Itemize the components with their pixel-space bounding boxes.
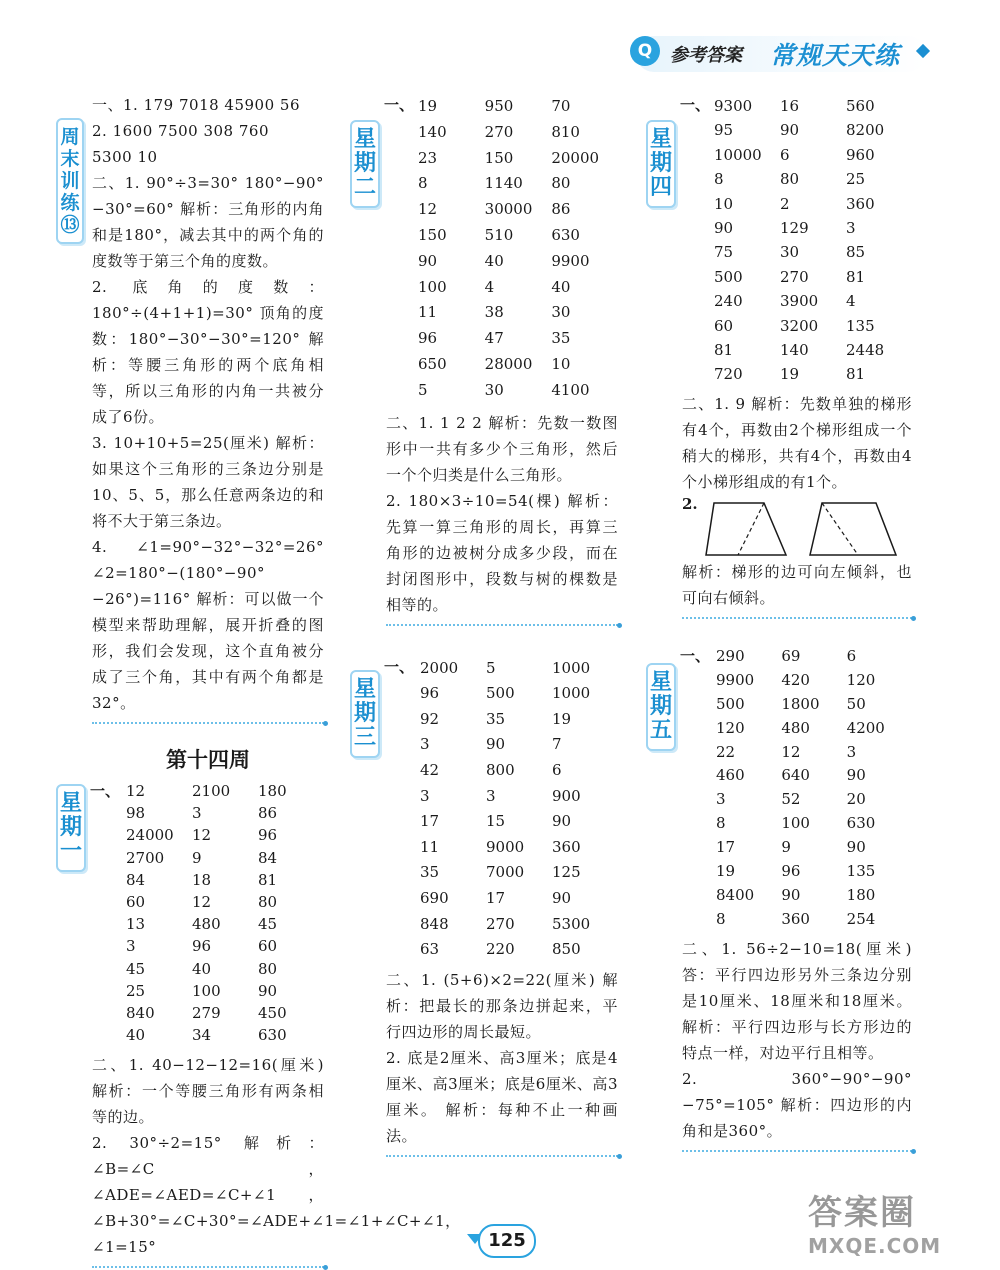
grid-cell: 2 (780, 194, 790, 213)
grid-cell: 450 (258, 1004, 287, 1023)
grid-cell: 6 (552, 760, 562, 779)
grid-cell: 12 (418, 200, 438, 219)
grid-cell: 279 (192, 1004, 221, 1023)
friday-answer-2: 2. 360°−90°−90°−75°=105° 解析：四边形的内角和是360°。 (682, 1069, 912, 1140)
grid-cell: 690 (420, 888, 449, 907)
grid-cell: 42 (420, 760, 440, 779)
wednesday-lead: 一、 (384, 657, 415, 676)
wednesday-answer-2: 2. 底是2厘米、高3厘米；底是4厘米、高3厘米；底是6厘米、高3厘米。 解析：每种不止一种画法。 (386, 1048, 618, 1145)
grid-cell: 18 (192, 870, 212, 889)
weekend-line-1: 一、1. 179 7018 45900 56 (92, 96, 300, 114)
weekend-line-3: 5300 10 (92, 148, 158, 166)
grid-cell: 650 (418, 354, 447, 373)
grid-cell: 480 (192, 915, 221, 934)
grid-cell: 25 (846, 170, 866, 189)
watermark-bottom: MXQE.COM (808, 1234, 942, 1258)
monday-lead: 一、 (90, 782, 121, 800)
grid-cell: 510 (484, 225, 514, 244)
grid-cell: 86 (551, 200, 571, 219)
grid-cell: 20 (846, 790, 866, 809)
grid-cell: 40 (551, 277, 571, 296)
grid-cell: 150 (418, 225, 447, 244)
grid-cell: 16 (780, 97, 800, 115)
grid-cell: 30 (551, 303, 571, 322)
grid-cell: 90 (846, 838, 866, 857)
grid-cell: 3 (846, 219, 856, 238)
page-number: 125 (478, 1224, 536, 1258)
grid-cell: 850 (552, 940, 581, 959)
weekend-line-2: 2. 1600 7500 308 760 (92, 122, 269, 140)
grid-cell: 8 (714, 170, 724, 189)
grid-cell: 80 (551, 174, 571, 193)
friday-answer-1: 二、1. 56÷2−10=18(厘米) 答：平行四边形另外三条边分别是10厘米、18厘米和18厘米。 解析：平行四边形与长方形边的特点一样，对边平行且相等。 (682, 939, 912, 1062)
grid-cell: 12 (126, 782, 146, 800)
thursday-grid (682, 92, 912, 387)
friday-grid (682, 643, 912, 932)
grid-cell: 35 (420, 863, 440, 882)
grid-cell: 80 (780, 170, 800, 189)
grid-cell: 45 (258, 915, 278, 934)
grid-cell: 47 (484, 329, 504, 348)
grid-cell: 4100 (551, 380, 590, 399)
grid-cell: 60 (126, 893, 146, 912)
grid-cell: 360 (552, 837, 581, 856)
grid-cell: 140 (418, 122, 447, 141)
grid-cell: 90 (714, 219, 734, 238)
grid-cell: 8 (716, 814, 726, 833)
grid-cell: 60 (714, 316, 734, 335)
grid-cell: 1000 (552, 658, 591, 677)
grid-cell: 52 (781, 790, 801, 809)
grid-cell: 480 (781, 718, 810, 737)
grid-cell: 2100 (192, 782, 231, 800)
grid-cell: 270 (484, 122, 514, 141)
grid-cell: 2000 (420, 658, 459, 677)
grid-cell: 95 (714, 121, 734, 140)
grid-cell: 12 (781, 742, 801, 761)
trapezoid-left-icon (704, 501, 790, 557)
grid-cell: 5300 (552, 914, 591, 933)
grid-cell: 120 (846, 670, 876, 689)
grid-cell: 9000 (486, 837, 525, 856)
grid-cell: 30 (780, 243, 800, 262)
grid-cell: 81 (258, 870, 278, 889)
tuesday-answer-1: 二、1. 1 2 2 解析：先数一数图形中一共有多少个三角形，然后一个个归类是什么三角形。 (386, 413, 618, 484)
grid-cell: 35 (486, 709, 506, 728)
thursday-lead: 一、 (680, 96, 711, 114)
grid-cell: 35 (551, 329, 571, 348)
tuesday-grid (386, 92, 618, 404)
tuesday-section (353, 92, 618, 626)
grid-cell: 96 (418, 329, 438, 348)
trapezoid-right-icon (808, 501, 898, 557)
monday-grid (92, 780, 324, 1046)
grid-cell: 34 (192, 1026, 212, 1045)
grid-cell: 360 (846, 194, 875, 213)
grid-cell: 500 (486, 684, 515, 703)
grid-cell: 8200 (846, 121, 885, 140)
grid-cell: 3200 (780, 316, 819, 335)
grid-cell: 90 (781, 885, 801, 904)
grid-cell: 24000 (126, 826, 174, 845)
grid-cell: 180 (258, 782, 287, 800)
grid-cell: 20000 (551, 148, 600, 167)
grid-cell: 9900 (716, 670, 755, 689)
watermark-logo (808, 1185, 988, 1257)
grid-cell: 460 (716, 766, 745, 785)
weekend-section (60, 92, 324, 724)
grid-cell: 90 (552, 888, 572, 907)
grid-cell: 290 (716, 646, 745, 665)
grid-cell: 8 (716, 909, 726, 928)
grid-cell: 90 (486, 735, 506, 754)
wednesday-section (353, 650, 618, 1157)
grid-cell: 81 (714, 341, 734, 360)
grid-cell: 420 (781, 670, 810, 689)
grid-cell: 4 (484, 277, 495, 296)
grid-cell: 125 (552, 863, 581, 882)
grid-cell: 15 (486, 812, 506, 831)
grid-cell: 30 (484, 380, 504, 399)
monday-tab: 星期一 (56, 784, 86, 872)
grid-cell: 129 (780, 219, 809, 238)
wednesday-answer-1: 二、1. (5+6)×2=22(厘米) 解析：把最长的那条边拼起来，平行四边形的周长最短。 (386, 970, 618, 1041)
thursday-section (649, 92, 912, 619)
header-answer-title: 参考答案 (670, 45, 742, 66)
grid-cell: 11 (420, 837, 440, 856)
grid-cell: 3 (486, 786, 496, 805)
grid-cell: 10 (551, 354, 571, 373)
grid-cell: 96 (781, 862, 801, 881)
grid-cell: 12 (192, 826, 212, 845)
watermark-top: 答案圈 (808, 1193, 916, 1233)
grid-cell: 5 (486, 658, 496, 677)
grid-cell: 848 (420, 914, 449, 933)
grid-cell: 3 (192, 804, 202, 823)
grid-cell: 5 (418, 380, 428, 399)
grid-cell: 4200 (846, 718, 885, 737)
grid-cell: 630 (258, 1026, 287, 1045)
grid-cell: 2700 (126, 848, 165, 867)
grid-cell: 9900 (551, 251, 590, 270)
weekend-answer-3: 3. 10+10+5=25(厘米) 解析：如果这个三角形的三条边分别是10、5、5，那么任意两条边的和将不大于第三条边。 (92, 434, 324, 530)
q-logo-icon: Q (630, 36, 660, 66)
grid-cell: 90 (780, 121, 800, 140)
grid-cell: 81 (846, 365, 866, 384)
grid-cell: 560 (846, 97, 875, 115)
figure-label: 2. (682, 494, 698, 513)
grid-cell: 3 (716, 790, 726, 809)
grid-cell: 69 (781, 646, 801, 665)
friday-lead: 一、 (680, 646, 711, 665)
column-right (649, 92, 912, 1152)
grid-cell: 3900 (780, 292, 819, 311)
grid-cell: 11 (418, 303, 438, 322)
grid-cell: 960 (846, 145, 875, 164)
weekend-tab: 周末训练⑬ (56, 118, 84, 244)
grid-cell: 800 (486, 760, 515, 779)
grid-cell: 1800 (781, 694, 820, 713)
grid-cell: 720 (714, 365, 743, 384)
grid-cell: 90 (258, 981, 278, 1000)
tuesday-answer-2: 2. 180×3÷10=54(棵) 解析：先算一算三角形的周长，再算三角形的边被树分成多少段，而在封闭图形中，段数与树的棵数是相等的。 (386, 491, 618, 614)
grid-cell: 840 (126, 1004, 155, 1023)
grid-cell: 96 (420, 684, 440, 703)
grid-cell: 17 (420, 812, 440, 831)
grid-cell: 900 (552, 786, 581, 805)
grid-cell: 3 (126, 937, 136, 956)
grid-cell: 19 (552, 709, 572, 728)
grid-cell: 85 (846, 243, 866, 262)
grid-cell: 500 (716, 694, 745, 713)
grid-cell: 1140 (484, 174, 523, 193)
grid-cell: 92 (420, 709, 440, 728)
grid-cell: 90 (418, 251, 438, 270)
grid-cell: 90 (552, 812, 572, 831)
grid-cell: 84 (126, 870, 146, 889)
grid-cell: 22 (716, 742, 736, 761)
grid-cell: 270 (486, 914, 515, 933)
grid-cell: 100 (781, 814, 810, 833)
grid-cell: 3 (846, 742, 857, 761)
wednesday-tab: 星期三 (350, 670, 380, 758)
grid-cell: 220 (486, 940, 515, 959)
grid-cell: 100 (418, 277, 447, 296)
monday-answer-1: 二、1. 40−12−12=16(厘米) 解析：一个等腰三角形有两条相等的边。 (92, 1056, 324, 1127)
header-series-title: 常规天天练 (770, 41, 901, 70)
grid-cell: 80 (258, 959, 278, 978)
grid-cell: 9300 (714, 97, 753, 115)
grid-cell: 8400 (716, 885, 755, 904)
grid-cell: 70 (551, 97, 571, 115)
grid-cell: 40 (126, 1026, 146, 1045)
grid-cell: 630 (846, 814, 876, 833)
column-middle (353, 92, 618, 1157)
grid-cell: 84 (258, 848, 278, 867)
grid-cell: 38 (484, 303, 504, 322)
thursday-answer-2: 解析：梯形的边可向左倾斜，也可向右倾斜。 (682, 562, 912, 607)
grid-cell: 135 (846, 862, 876, 881)
header-banner (630, 32, 930, 76)
grid-cell: 950 (484, 97, 514, 115)
grid-cell: 19 (716, 862, 736, 881)
weekend-answer-2: 2. 底角的度数：180°÷(4+1+1)=30° 顶角的度数：180°−30°−30°=120° 解析：等腰三角形的两个底角相等，所以三角形的内角一共被分成了6份。 (92, 278, 324, 426)
grid-cell: 640 (781, 766, 810, 785)
trapezoid-figure (682, 495, 912, 559)
grid-cell: 6 (780, 145, 790, 164)
grid-cell: 9 (192, 848, 202, 867)
grid-cell: 500 (714, 267, 743, 286)
grid-cell: 254 (846, 909, 876, 928)
grid-cell: 25 (126, 981, 146, 1000)
grid-cell: 98 (126, 804, 146, 823)
week-heading: 第十四周 (166, 748, 250, 772)
grid-cell: 17 (486, 888, 506, 907)
grid-cell: 810 (551, 122, 580, 141)
grid-cell: 50 (846, 694, 866, 713)
monday-answer-2: 2. 30°÷2=15° 解析：∠B=∠C，∠ADE=∠AED=∠C+∠1，∠B+30°=∠C+30°=∠ADE+∠1=∠1+∠C+∠1，∠1=15° (92, 1134, 461, 1257)
grid-cell: 2448 (846, 341, 885, 360)
grid-cell: 9 (781, 838, 791, 857)
grid-cell: 7 (552, 735, 562, 754)
grid-cell: 75 (714, 243, 734, 262)
grid-cell: 40 (192, 959, 212, 978)
grid-cell: 135 (846, 316, 875, 335)
grid-cell: 28000 (484, 354, 533, 373)
grid-cell: 10000 (714, 145, 762, 164)
grid-cell: 6 (846, 646, 857, 665)
grid-cell: 270 (780, 267, 809, 286)
grid-cell: 630 (551, 225, 580, 244)
grid-cell: 120 (716, 718, 745, 737)
grid-cell: 140 (780, 341, 809, 360)
grid-cell: 3 (420, 786, 430, 805)
grid-cell: 80 (258, 893, 278, 912)
tuesday-tab: 星期二 (350, 120, 380, 208)
grid-cell: 30000 (484, 200, 533, 219)
thursday-tab: 星期四 (646, 120, 676, 208)
grid-cell: 12 (192, 893, 212, 912)
weekend-answer-1: 二、1. 90°÷3=30° 180°−90°−30°=60° 解析：三角形的内角和是180°，减去其中的两个角的度数等于第三个角的度数。 (92, 174, 324, 270)
grid-cell: 90 (846, 766, 866, 785)
grid-cell: 45 (126, 959, 146, 978)
friday-tab: 星期五 (646, 663, 676, 751)
grid-cell: 63 (420, 940, 440, 959)
grid-cell: 1000 (552, 684, 591, 703)
grid-cell: 360 (781, 909, 810, 928)
grid-cell: 23 (418, 148, 438, 167)
grid-cell: 100 (192, 981, 221, 1000)
grid-cell: 81 (846, 267, 866, 286)
grid-cell: 19 (780, 365, 800, 384)
grid-cell: 180 (846, 885, 876, 904)
grid-cell: 60 (258, 937, 278, 956)
grid-cell: 96 (258, 826, 278, 845)
grid-cell: 19 (418, 97, 438, 115)
grid-cell: 96 (192, 937, 212, 956)
wednesday-grid (386, 650, 618, 963)
grid-cell: 3 (420, 735, 430, 754)
grid-cell: 8 (418, 174, 428, 193)
grid-cell: 17 (716, 838, 736, 857)
grid-cell: 13 (126, 915, 146, 934)
grid-cell: 4 (846, 292, 856, 311)
grid-cell: 7000 (486, 863, 525, 882)
friday-section (649, 643, 912, 1152)
grid-cell: 240 (714, 292, 743, 311)
grid-cell: 150 (484, 148, 514, 167)
tuesday-lead: 一、 (384, 96, 415, 114)
grid-cell: 86 (258, 804, 278, 823)
thursday-answer-1: 二、1. 9 解析：先数单独的梯形有4个，再数由2个梯形组成一个稍大的梯形，共有4个，再数由4个小梯形组成的有1个。 (682, 394, 912, 491)
grid-cell: 40 (484, 251, 504, 270)
weekend-answer-4: 4. ∠1=90°−32°−32°=26° ∠2=180°−(180°−90°−26°)=116° 解析：可以做一个模型来帮助理解，展开折叠的图形，我们会发现，这个直角被分成了三个角，其中有两个角都是32°。 (92, 538, 324, 712)
grid-cell: 10 (714, 194, 734, 213)
